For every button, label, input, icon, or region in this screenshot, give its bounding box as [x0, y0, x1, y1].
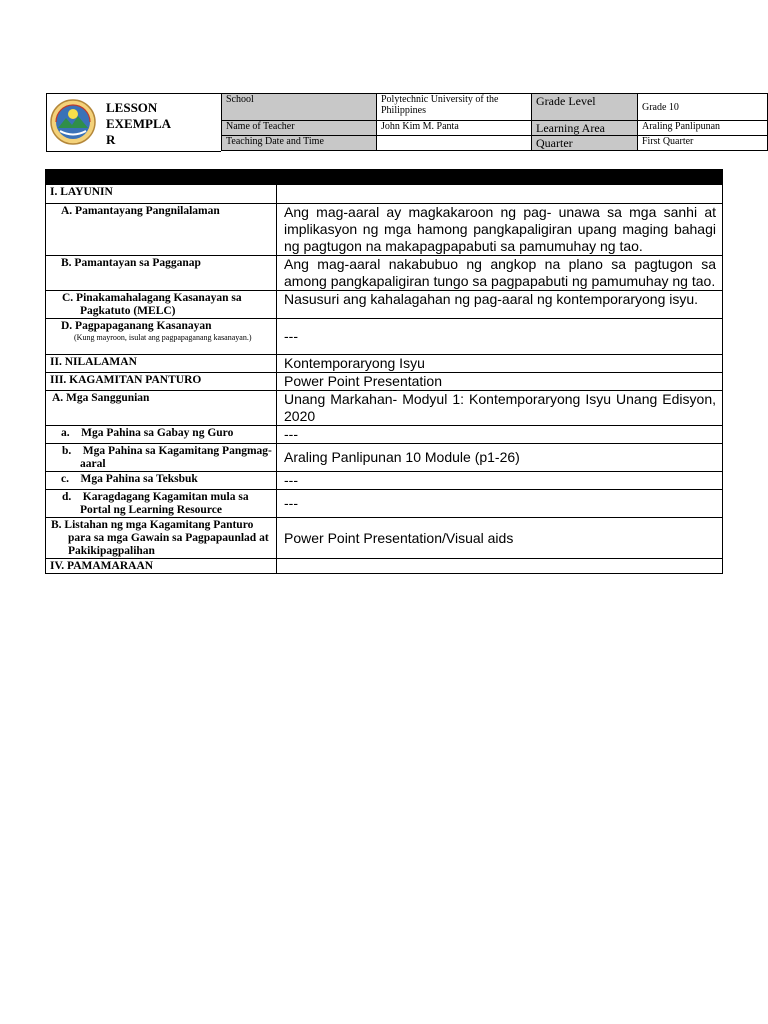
- pagpapaganang-kasanayan-label: D. Pagpapaganang Kasanayan: [61, 320, 212, 332]
- pamantayang-pangnilalaman-value: Ang mag-aaral ay magkakaroon ng pag- unawa sa mga sanhi at implikasyon ng mga hamong pangkapaligiran upang maging bahagi ng pagtugon na makapagpapabuti sa pamumuhay ng tao.: [284, 204, 716, 254]
- table-row: [46, 373, 723, 391]
- table-row: [46, 185, 723, 204]
- kagamitan-panturo-value: Power Point Presentation: [284, 373, 442, 389]
- table-row: [46, 472, 723, 490]
- teacher-value: John Kim M. Panta: [377, 121, 532, 136]
- gabay-ng-guro-label: a. Mga Pahina sa Gabay ng Guro: [61, 427, 234, 439]
- grade-level-value: Grade 10: [638, 94, 768, 121]
- date-label: Teaching Date and Time: [222, 136, 377, 151]
- table-row: [46, 319, 723, 355]
- table-row: [46, 426, 723, 444]
- table-row: [46, 391, 723, 426]
- listahan-kagamitan-label: B. Listahan ng mga Kagamitang Panturo para sa mga Gawain sa Pagpapaunlad at Pakikipagpalihan: [51, 519, 269, 557]
- table-row: [46, 291, 723, 319]
- pamantayan-pagganap-label: B. Pamantayan sa Pagganap: [61, 257, 201, 269]
- pagpapaganang-kasanayan-value: ---: [284, 328, 298, 344]
- kagamitang-pangmag-aaral-value: Araling Panlipunan 10 Module (p1-26): [284, 449, 520, 465]
- table-row: [46, 256, 723, 291]
- teacher-label: Name of Teacher: [222, 121, 377, 136]
- quarter-value: First Quarter: [638, 136, 768, 151]
- learning-area-label: Learning Area: [532, 121, 638, 136]
- teksbuk-label: c. Mga Pahina sa Teksbuk: [61, 473, 198, 485]
- document-title: LESSON EXEMPLAR: [106, 100, 171, 147]
- school-seal-icon: [50, 98, 96, 148]
- pamantayan-pagganap-value: Ang mag-aaral nakabubuo ng angkop na plano sa pagtugon sa among pangkapaligiran tungo sa pagpapabuti ng pamumuhay ng tao.: [284, 256, 716, 289]
- nilalaman-value: Kontemporaryong Isyu: [284, 355, 425, 371]
- karagdagang-kagamitan-label: d. Karagdagang Kagamitan mula sa Portal ng Learning Resource: [62, 491, 252, 516]
- table-row: [46, 204, 723, 256]
- gabay-ng-guro-value: ---: [284, 426, 298, 442]
- table-row: [46, 444, 723, 472]
- lesson-plan-table: [45, 169, 723, 574]
- section-nilalaman: II. NILALAMAN: [50, 356, 137, 368]
- title-cell: [98, 93, 221, 152]
- table-row: [46, 490, 723, 518]
- kagamitang-pangmag-aaral-label: b. Mga Pahina sa Kagamitang Pangmag-aaral: [62, 445, 272, 470]
- lesson-header: [46, 93, 723, 153]
- melc-value: Nasusuri ang kahalagahan ng pag-aaral ng kontemporaryong isyu.: [284, 291, 699, 307]
- karagdagang-kagamitan-value: ---: [284, 495, 298, 511]
- mga-sanggunian-label: A. Mga Sanggunian: [52, 392, 150, 404]
- school-value: Polytechnic University of the Philippines: [377, 94, 532, 121]
- quarter-label: Quarter: [532, 136, 638, 151]
- listahan-kagamitan-value: Power Point Presentation/Visual aids: [284, 529, 514, 546]
- table-row: [46, 518, 723, 559]
- logo-cell: [46, 93, 98, 152]
- mga-sanggunian-value: Unang Markahan- Modyul 1: Kontemporaryong Isyu Unang Edisyon, 2020: [284, 391, 716, 424]
- section-kagamitan-panturo: III. KAGAMITAN PANTURO: [50, 374, 202, 386]
- header-info-table: [221, 93, 768, 151]
- melc-label: C. Pinakamahalagang Kasanayan sa Pagkatuto (MELC): [62, 292, 242, 317]
- grade-level-label: Grade Level: [532, 94, 638, 121]
- table-row: [46, 355, 723, 373]
- date-value: [377, 136, 532, 151]
- table-header-bar: [46, 170, 723, 185]
- pagpapaganang-kasanayan-note: (Kung mayroon, isulat ang pagpapaganang kasanayan.): [74, 333, 252, 342]
- pamantayang-pangnilalaman-label: A. Pamantayang Pangnilalaman: [61, 205, 220, 217]
- school-label: School: [222, 94, 377, 121]
- learning-area-value: Araling Panlipunan: [638, 121, 768, 136]
- section-pamamaraan: IV. PAMAMARAAN: [50, 560, 154, 572]
- section-layunin: I. LAYUNIN: [50, 186, 113, 198]
- teksbuk-value: ---: [284, 472, 298, 488]
- table-row: [46, 559, 723, 574]
